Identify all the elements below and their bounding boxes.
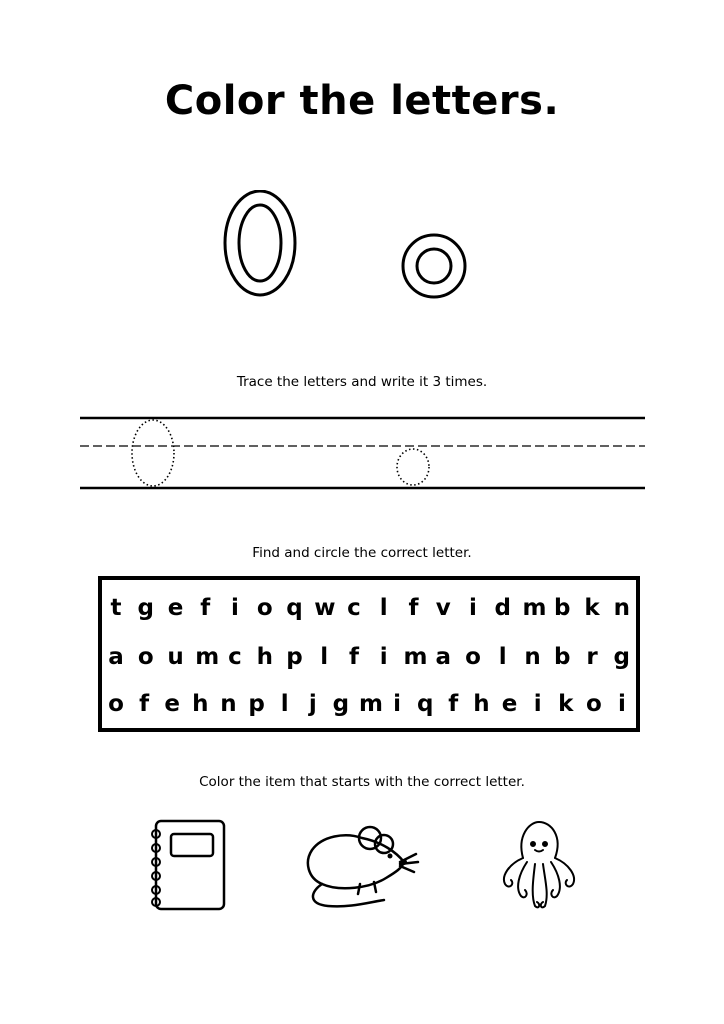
grid-letter[interactable]: e [501, 691, 518, 717]
letter-row [106, 690, 632, 718]
grid-letter[interactable]: q [286, 595, 303, 621]
grid-letter[interactable]: g [332, 691, 350, 717]
grid-letter[interactable]: p [248, 691, 265, 717]
grid-letter[interactable]: d [494, 595, 511, 621]
grid-letter[interactable]: m [522, 595, 547, 621]
grid-letter[interactable]: f [408, 595, 419, 621]
grid-letter[interactable]: o [465, 644, 481, 670]
trace-lowercase-o[interactable] [397, 449, 429, 485]
grid-letter[interactable]: e [164, 691, 181, 717]
grid-letter[interactable]: a [435, 644, 452, 670]
grid-letter[interactable]: l [320, 644, 329, 670]
grid-letter[interactable]: o [108, 691, 124, 717]
letter-row [106, 643, 632, 671]
uppercase-o-outline [225, 191, 295, 295]
find-instruction: Find and circle the correct letter. [252, 545, 472, 561]
grid-letter[interactable]: i [379, 644, 388, 670]
grid-letter[interactable]: e [167, 595, 184, 621]
mouse-icon[interactable] [300, 822, 420, 914]
grid-letter[interactable]: k [584, 595, 600, 621]
grid-letter[interactable]: l [379, 595, 388, 621]
grid-letter[interactable]: l [280, 691, 289, 717]
grid-letter[interactable]: l [498, 644, 507, 670]
grid-letter[interactable]: c [347, 595, 361, 621]
grid-letter[interactable]: k [558, 691, 574, 717]
letter-grid [98, 576, 640, 732]
octopus-icon[interactable] [495, 818, 583, 914]
letter-row [106, 594, 632, 622]
grid-letter[interactable]: r [586, 644, 598, 670]
grid-letter[interactable]: a [108, 644, 124, 670]
outline-letters [215, 190, 485, 310]
trace-instruction: Trace the letters and write it 3 times. [236, 374, 488, 390]
grid-letter[interactable]: p [286, 644, 303, 670]
grid-letter[interactable]: v [435, 595, 451, 621]
grid-letter[interactable]: b [554, 595, 571, 621]
grid-letter[interactable]: i [533, 691, 542, 717]
grid-letter[interactable]: w [314, 595, 336, 621]
grid-letter[interactable]: o [256, 595, 273, 621]
grid-letter[interactable]: f [448, 691, 459, 717]
grid-letter[interactable]: m [403, 644, 428, 670]
grid-letter[interactable]: t [110, 595, 122, 621]
grid-letter[interactable]: i [469, 595, 477, 621]
grid-letter[interactable]: o [137, 644, 154, 670]
grid-letter[interactable]: n [220, 691, 237, 717]
grid-letter[interactable]: i [618, 691, 626, 717]
grid-letter[interactable]: u [167, 644, 184, 670]
grid-letter[interactable]: i [393, 691, 402, 717]
grid-letter[interactable]: h [256, 644, 273, 670]
grid-letter[interactable]: g [137, 595, 154, 621]
grid-letter[interactable]: h [473, 691, 490, 717]
grid-letter[interactable]: g [613, 644, 630, 670]
grid-letter[interactable]: j [308, 691, 317, 717]
grid-letter[interactable]: c [228, 644, 242, 670]
grid-letter[interactable]: n [524, 644, 541, 670]
notebook-icon[interactable] [148, 818, 228, 914]
color-item-instruction: Color the item that starts with the correct letter. [199, 774, 525, 790]
lowercase-o-outline [403, 235, 465, 297]
grid-letter[interactable]: f [348, 644, 359, 670]
grid-letter[interactable]: i [231, 595, 239, 621]
trace-uppercase-o[interactable] [132, 420, 174, 486]
grid-letter[interactable]: o [585, 691, 602, 717]
grid-letter[interactable]: n [613, 595, 630, 621]
tracing-lines [80, 412, 645, 494]
page-title: Color the letters. [164, 78, 560, 124]
grid-letter[interactable]: m [195, 644, 220, 670]
grid-letter[interactable]: m [358, 691, 383, 717]
grid-letter[interactable]: h [192, 691, 209, 717]
grid-letter[interactable]: f [200, 595, 211, 621]
grid-letter[interactable]: f [139, 691, 150, 717]
grid-letter[interactable]: q [416, 691, 434, 717]
grid-letter[interactable]: b [554, 644, 571, 670]
